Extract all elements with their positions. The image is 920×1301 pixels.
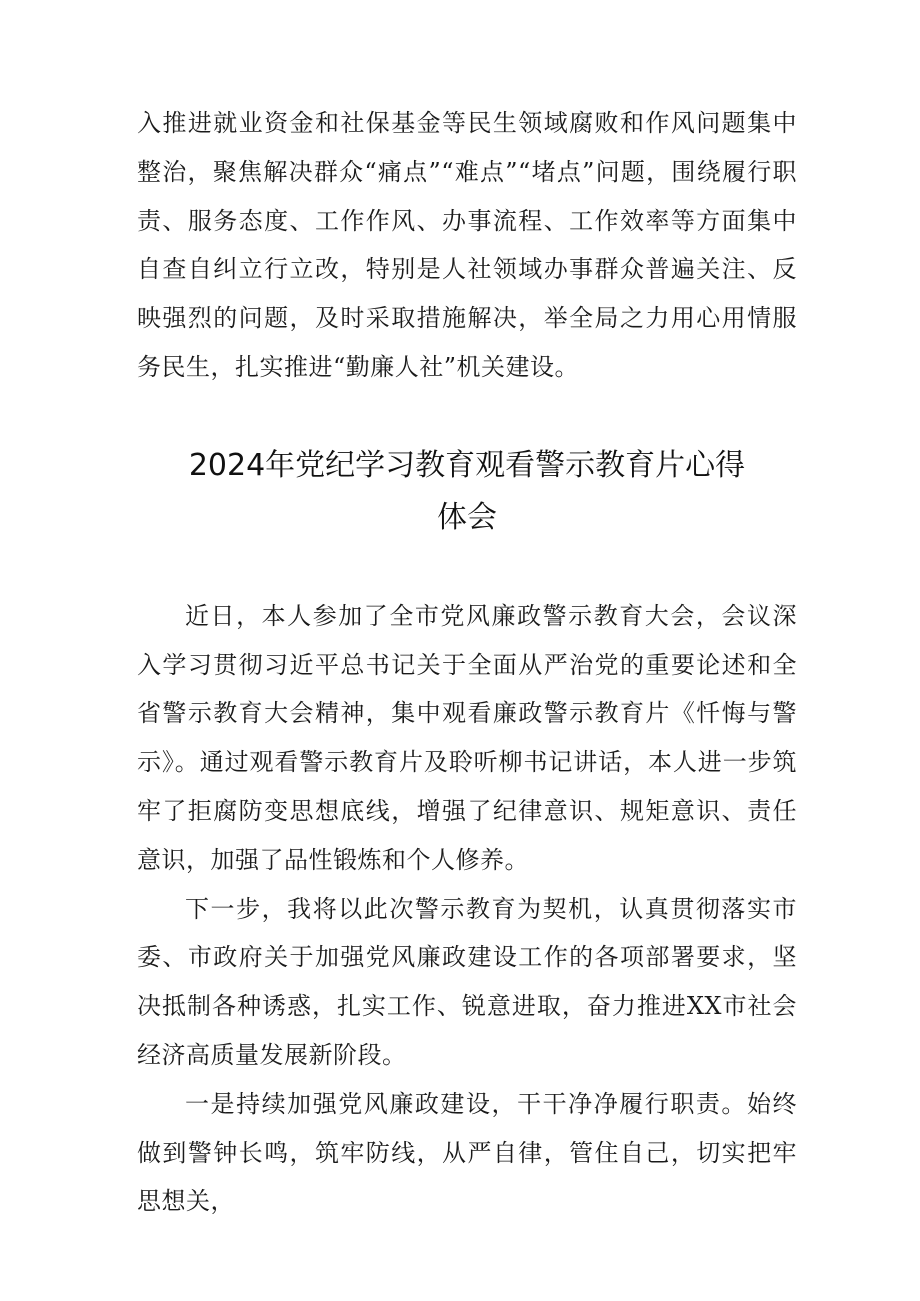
body-paragraph-2: 下一步，我将以此次警示教育为契机，认真贯彻落实市委、市政府关于加强党风廉政建设工作的各项部署要求，坚决抵制各种诱惑，扎实工作、锐意进取，奋力推进XX市社会经济高质量发展新阶段。 (137, 894, 797, 1069)
title-line-2: 体会 (437, 499, 497, 535)
document-title (137, 440, 797, 544)
body-paragraph-1: 近日，本人参加了全市党风廉政警示教育大会，会议深入学习贯彻习近平总书记关于全面从严治党的重要论述和全省警示教育大会精神，集中观看廉政警示教育片《忏悔与警示》。通过观看警示教育片及聆听柳书记讲话，本人进一步筑牢了拒腐防变思想底线，增强了纪律意识、规矩意识、责任意识，加强了品性锻炼和个人修养。 (137, 601, 797, 874)
document-body (137, 99, 797, 1226)
body-paragraph-3: 一是持续加强党风廉政建设，干干净净履行职责。始终做到警钟长鸣，筑牢防线，从严自律，管住自己，切实把牢思想关， (137, 1089, 797, 1216)
title-line-1: 2024年党纪学习教育观看警示教育片心得 (188, 447, 746, 483)
intro-paragraph: 入推进就业资金和社保基金等民生领域腐败和作风问题集中整治，聚焦解决群众“痛点”“难点”“堵点”问题，围绕履行职责、服务态度、工作作风、办事流程、工作效率等方面集中自查自纠立行立改，特别是人社领域办事群众普遍关注、反映强烈的问题，及时采取措施解决，举全局之力用心用情服务民生，扎实推进“勤廉人社”机关建设。 (137, 109, 797, 381)
